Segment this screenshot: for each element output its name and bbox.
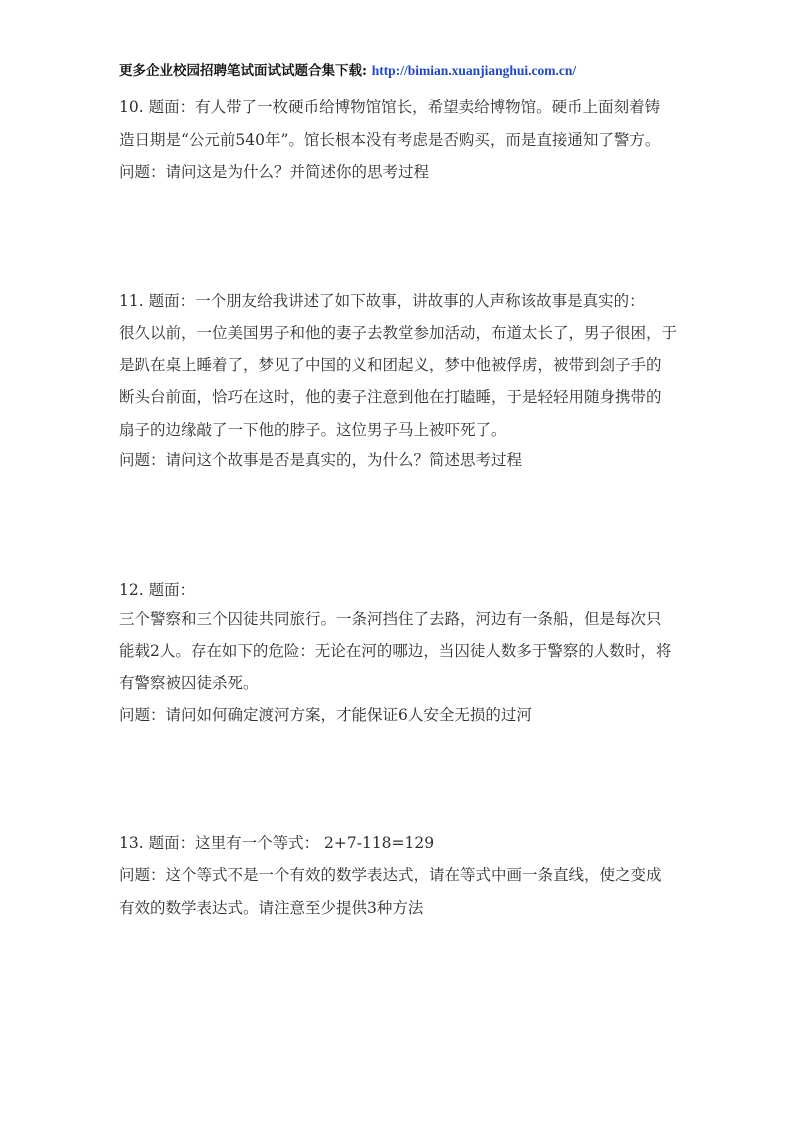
question-prompt: 问题：请问如何确定渡河方案，才能保证6人安全无损的过河 [119,706,532,724]
download-link[interactable]: http://bimian.xuanjianghui.com.cn/ [371,63,577,78]
question-text-line: 有警察被囚徒杀死。 [119,674,259,692]
question-prompt: 问题：请问这是为什么？并简述你的思考过程 [119,163,430,181]
question-text-line: 三个警察和三个囚徒共同旅行。一条河挡住了去路，河边有一条船，但是每次只 [119,610,662,628]
question-text-line: 10. 题面：有人带了一枚硬币给博物馆馆长，希望卖给博物馆。硬币上面刻着铸 [119,98,661,116]
question-text-line: 很久以前，一位美国男子和他的妻子去教堂参加活动，布道太长了，男子很困，于 [119,324,678,342]
question-text-line: 断头台前面，恰巧在这时，他的妻子注意到他在打瞌睡，于是轻轻用随身携带的 [119,388,662,406]
page-header [119,59,576,79]
question-text-line: 有效的数学表达式。请注意至少提供3种方法 [119,899,424,917]
question-text-line: 11. 题面：一个朋友给我讲述了如下故事，讲故事的人声称该故事是真实的： [119,292,645,310]
question-text-line: 12. 题面： [119,581,196,599]
question-prompt: 问题：这个等式不是一个有效的数学表达式，请在等式中画一条直线，使之变成 [119,866,662,884]
question-text-line: 13. 题面：这里有一个等式： 2+7-118=129 [119,834,435,852]
question-text-line: 造日期是“公元前540年”。馆长根本没有考虑是否购买，而是直接通知了警方。 [119,131,661,149]
question-prompt: 问题：请问这个故事是否是真实的，为什么？简述思考过程 [119,451,523,469]
question-text-line: 扇子的边缘敲了一下他的脖子。这位男子马上被吓死了。 [119,421,507,439]
question-text-line: 能载2人。存在如下的危险：无论在河的哪边，当囚徒人数多于警察的人数时，将 [119,642,672,660]
question-text-line: 是趴在桌上睡着了，梦见了中国的义和团起义，梦中他被俘虏，被带到刽子手的 [119,356,662,374]
header-text: 更多企业校园招聘笔试面试试题合集下载: [119,63,372,79]
